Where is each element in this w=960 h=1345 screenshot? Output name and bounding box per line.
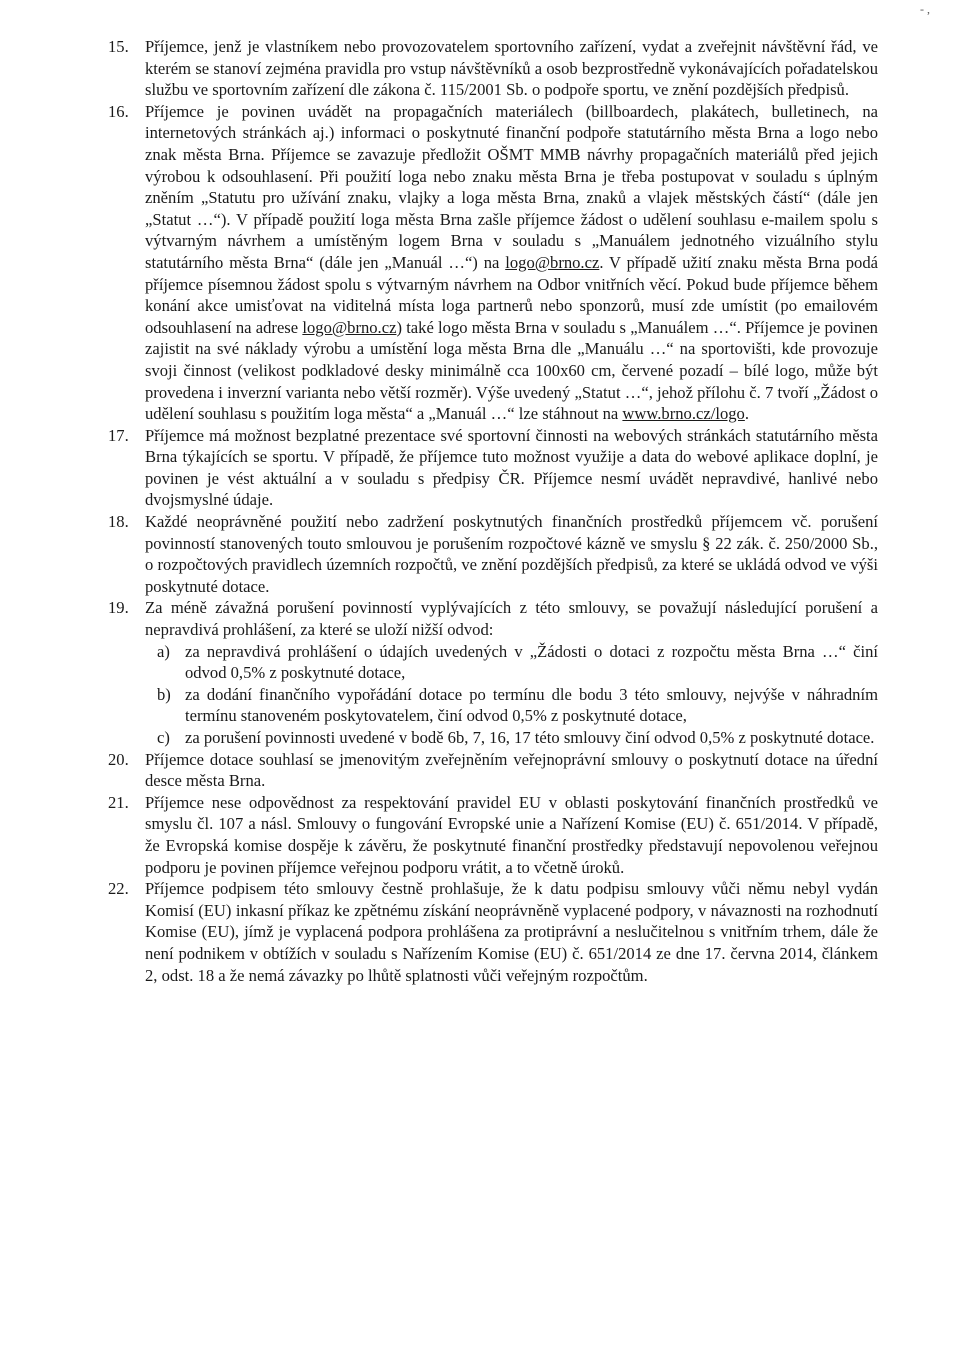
sub-clause-b — [157, 684, 878, 727]
clause-number: 22. — [108, 879, 129, 899]
clause-22 — [108, 878, 878, 986]
sub-clause-text: za dodání finančního vypořádání dotace po termínu dle bodu 3 této smlouvy, nejvýše v náhradním termínu stanoveném poskytovatelem, činí odvod 0,5% z poskytnuté dotace, — [185, 684, 878, 726]
clause-15 — [108, 36, 878, 101]
sub-clause-letter: c) — [157, 728, 170, 747]
email-link[interactable]: logo@brno.cz — [302, 317, 397, 337]
clause-18 — [108, 511, 878, 597]
sub-clause-text: za nepravdivá prohlášení o údajích uvedených v „Žádosti o dotaci z rozpočtu města Brna …“ činí odvod 0,5% z poskytnuté dotace, — [185, 641, 878, 683]
clause-text-part: Příjemce je povinen uvádět na propagačních materiálech (billboardech, plakátech, bulletinech, na internetových stránkách aj.) informaci o poskytnuté finanční podpoře statutárního města Brna a logo nebo znak města Brna. Příjemce se zavazuje předložit OŠMT MMB návrhy propagačních materiálů před jejich výrobou k odsouhlasení. Při použití loga nebo znaku města Brna je třeba postupovat v souladu s úplným zněním „Statutu pro užívání znaku, vlajky a loga města Brna, znaků a vlajek městských částí“ (dále jen „Statut …“). V případě použití loga města Brna zašle příjemce žádost o udělení souhlasu e-mailem spolu s výtvarným návrhem a umístěným logem Brna v souladu s „Manuálem jednotného vizuálního stylu statutárního města Brna“ (dále jen „Manuál …“) na — [145, 101, 878, 272]
clause-body — [145, 597, 878, 748]
clause-text-part: . — [744, 404, 749, 424]
clause-text: Příjemce podpisem této smlouvy čestně prohlašuje, že k datu podpisu smlouvy vůči němu nebyl vydán Komisí (EU) inkasní příkaz ke zpětnému získání neoprávněně vyplacené podpory, v návaznosti na rozhodnutí Komise (EU), jímž je vyplacená podpora prohlášena za protiprávní a neslučitelnou s vnitřním trhem, dále že není podnikem v obtížích v souladu s Nařízením Komise (EU) č. 651/2014 ze dne 17. června 2014, článkem 2, odst. 18 a že nemá závazky po lhůtě splatnosti vůči veřejným rozpočtům. — [145, 879, 878, 985]
clause-text: Příjemce, jenž je vlastníkem nebo provozovatelem sportovního zařízení, vydat a zveřejnit návštěvní řád, ve kterém se stanoví zejména pravidla pro vstup návštěvníků a osob bezprostředně vykonávajících pořadatelskou službu ve sportovním zařízení dle zákona č. 115/2001 Sb. o podpoře sportu, ve znění pozdějších předpisů. — [145, 37, 878, 100]
clause-19 — [108, 597, 878, 748]
sub-clause-letter: b) — [157, 684, 171, 704]
sub-clause-c — [157, 727, 878, 749]
clause-number: 20. — [108, 749, 129, 769]
clause-text — [145, 101, 878, 425]
clause-text: Každé neoprávněné použití nebo zadržení poskytnutých finančních prostředků příjemcem vč. porušení povinností stanovených touto smlouvou je porušením rozpočtové kázně ve smyslu § 22 zák. č. 250/2000 Sb., o rozpočtových pravidlech územních rozpočtů, ve znění pozdějších předpisů, za které se ukládá odvod ve výši poskytnuté dotace. — [145, 512, 878, 596]
clause-number: 18. — [108, 512, 129, 532]
clause-text-part: ) také logo města Brna v souladu s „Manuálem …“. Příjemce je povinen zajistit na své náklady výrobu a umístění loga města Brna dle „Manuálu …“ na sportovišti, kde provozuje svoji činnost (velikost podkladové desky minimálně cca 100x60 cm, červené pozadí – bílé logo, může být provedena i inverzní varianta nebo větší rozměr). Výše uvedený „Statut …“, jehož přílohu č. 7 tvoří „Žádost o udělení souhlasu s použitím loga města“ a „Manuál …“ lze stáhnout na — [145, 317, 878, 424]
clause-17 — [108, 425, 878, 511]
clause-text-part: . V případě užití znaku města Brna podá příjemce písemnou žádost spolu s výtvarným návrhem na Odbor vnitřních věcí. Pokud bude příjemce během konání akce umisťovat na viditelná místa loga partnerů nebo sponzorů, musí zde umístit (po emailovém odsouhlasení na adrese — [145, 252, 878, 337]
sub-clause-a — [157, 641, 878, 684]
web-link[interactable]: www.brno.cz/logo — [622, 404, 745, 424]
email-link[interactable]: logo@brno.cz — [505, 252, 600, 272]
clause-number: 16. — [108, 101, 129, 121]
clause-16 — [108, 101, 878, 425]
clause-number: 17. — [108, 425, 129, 445]
clause-20 — [108, 749, 878, 792]
clause-number: 21. — [108, 792, 129, 812]
document-page — [108, 36, 878, 986]
sub-clause-text: za porušení povinnosti uvedené v bodě 6b, 7, 16, 17 této smlouvy činí odvod 0,5% z poskytnuté dotace. — [185, 728, 875, 747]
clause-text: Příjemce má možnost bezplatné prezentace své sportovní činnosti na webových stránkách statutárního města Brna týkajících se sportu. V případě, že příjemce tuto možnost využije a data do webové aplikace doplní, je povinen je vést aktuální a v souladu s předpisy ČR. Příjemce nesmí uvádět nepravdivé, hanlivé nebo dvojsmyslné údaje. — [145, 425, 878, 510]
clause-text: Příjemce dotace souhlasí se jmenovitým zveřejněním veřejnoprávní smlouvy o poskytnutí dotace na úřední desce města Brna. — [145, 749, 878, 791]
clause-number: 15. — [108, 37, 129, 56]
sub-clause-letter: a) — [157, 641, 170, 661]
clause-text: Příjemce nese odpovědnost za respektování pravidel EU v oblasti poskytování finančních prostředků ve smyslu čl. 107 a násl. Smlouvy o fungování Evropské unie a Nařízení Komise (EU) č. 651/2014. V případě, že Evropská komise dospěje k závěru, že poskytnuté finanční prostředky představují nepovolenou veřejnou podporu je povinen příjemce veřejnou podporu vrátit, a to včetně úroků. — [145, 792, 878, 877]
clause-text: Za méně závažná porušení povinností vyplývajících z této smlouvy, se považují následující porušení a nepravdivá prohlášení, za které se uloží nižší odvod: — [145, 598, 878, 640]
clause-21 — [108, 792, 878, 878]
corner-mark: - , — [920, 2, 930, 16]
clause-number: 19. — [108, 598, 129, 618]
